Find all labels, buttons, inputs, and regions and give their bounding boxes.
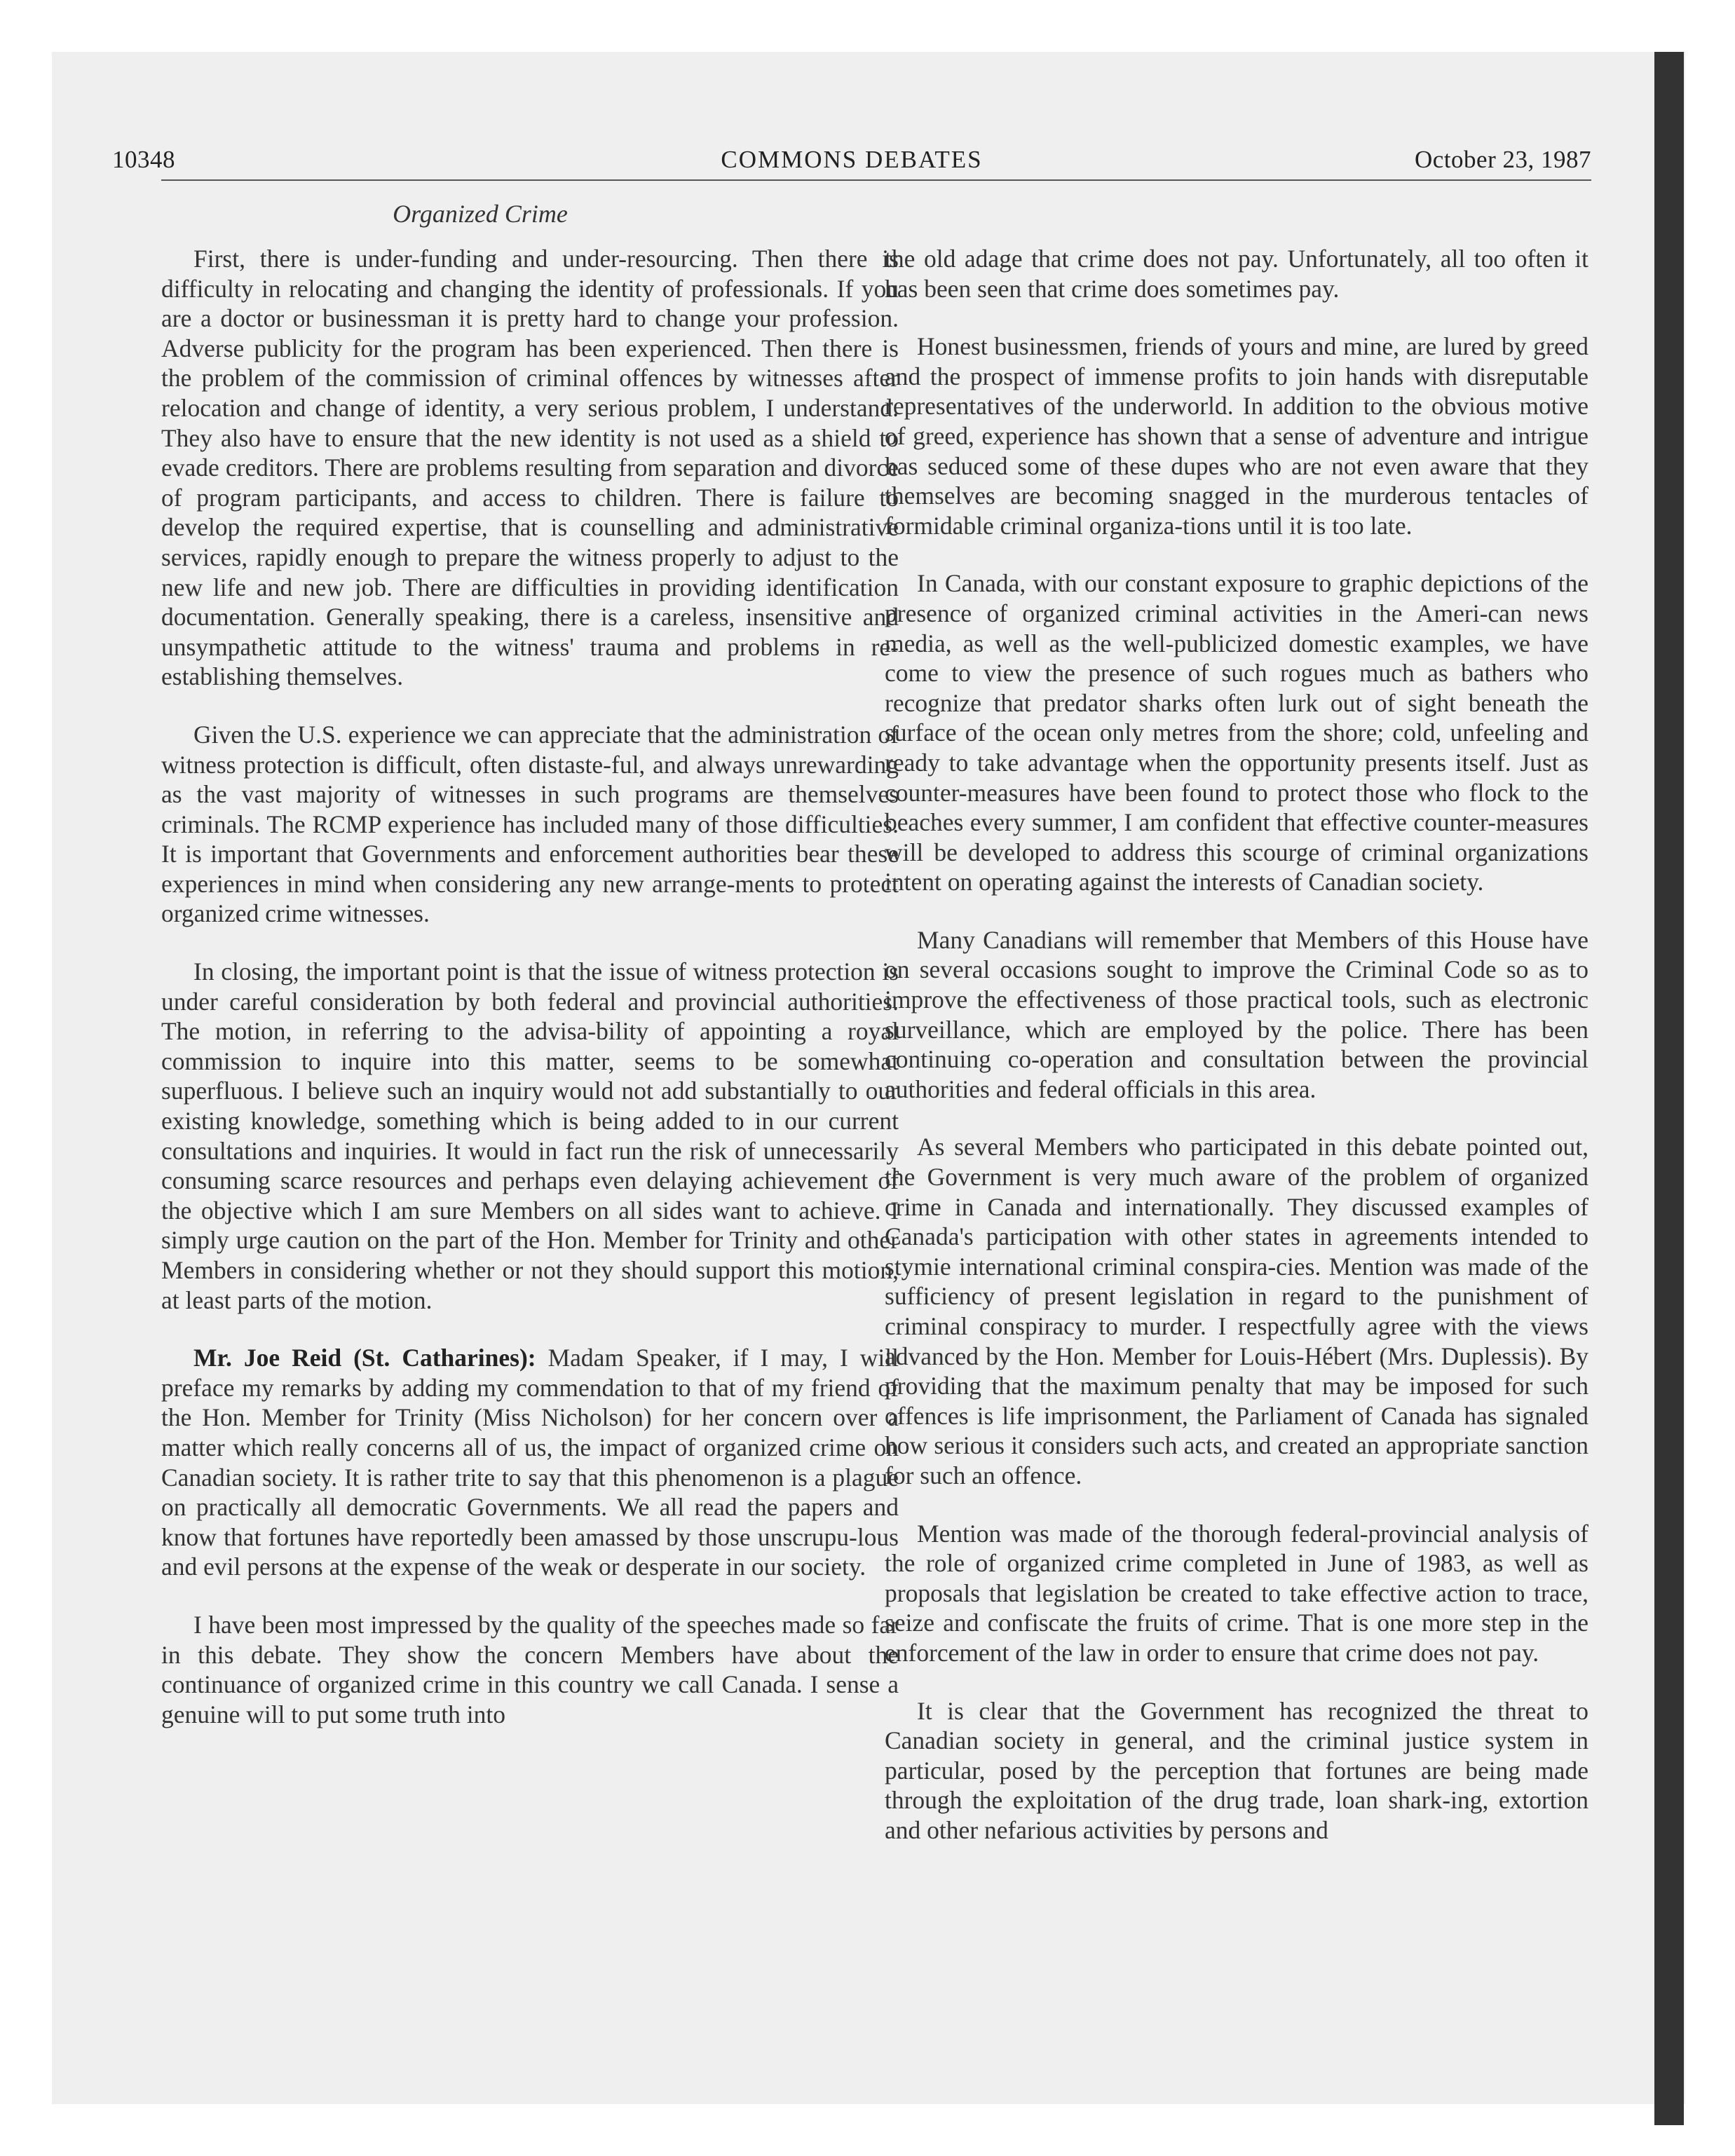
right-column: [885, 244, 1588, 1874]
paragraph: In Canada, with our constant exposure to graphic depictions of the presence of organized criminal activities in the Ameri-can news media, as well as the well-publicized domestic examples, we have come to view the presence of such rogues much as bathers who recognize that predator sharks often lurk out of sight beneath the surface of the ocean only metres from the shore; cold, unfeeling and ready to take advantage when the opportunity presents itself. Just as counter-measures have been found to protect those who flock to the beaches every summer, I am confident that effective counter-measures will be developed to address this scourge of criminal organizations intent on operating against the interests of Canadian society.: [885, 569, 1588, 896]
publication-date: October 23, 1987: [1415, 146, 1591, 173]
paragraph-continued: the old adage that crime does not pay. Unfortunately, all too often it has been seen that crime does sometimes pay.: [885, 245, 1588, 303]
paragraph: Honest businessmen, friends of yours and mine, are lured by greed and the prospect of immense profits to join hands with disreputable representatives of the underworld. In addition to the obvious motive of greed, experience has shown that a sense of adventure and intrigue has seduced some of these dupes who are not even aware that they themselves are becoming snagged in the murderous tentacles of formidable criminal organiza-tions until it is too late.: [885, 332, 1588, 540]
paragraph: It is clear that the Government has recognized the threat to Canadian society in general, and the criminal justice system in particular, posed by the perception that fortunes are being made through the exploitation of the drug trade, loan shark-ing, extortion and other nefarious activities by persons and: [885, 1696, 1588, 1844]
paragraph: Given the U.S. experience we can appreciate that the administration of witness protection is difficult, often distaste-ful, and always unrewarding as the vast majority of witnesses in such programs are themselves criminals. The RCMP experience has included many of those difficulties. It is important that Governments and enforcement authorities bear these experiences in mind when considering any new arrange-ments to protect organized crime witnesses.: [161, 720, 899, 928]
speaker-paragraph: [161, 1343, 899, 1582]
speech-text: Madam Speaker, if I may, I will preface my remarks by adding my commendation to that of my friend of the Hon. Member for Trinity (Miss Nicholson) for her concern over a matter which really concerns all of us, the impact of organized crime on Canadian society. It is rather trite to say that this phenomenon is a plague on practically all democratic Governments. We all read the papers and know that fortunes have reportedly been amassed by those unscrupu-lous and evil persons at the expense of the weak or desperate in our society.: [161, 1344, 899, 1581]
header-rule: [161, 179, 1591, 181]
paragraph: Many Canadians will remember that Members of this House have on several occasions sought to improve the Criminal Code so as to improve the effectiveness of those practical tools, such as electronic surveillance, which are employed by the police. There has been continuing co-operation and consultation between the provincial authorities and federal officials in this area.: [885, 925, 1588, 1103]
speaker-name: Mr. Joe Reid (St. Catharines):: [193, 1344, 536, 1372]
scan-edge-bar: [1654, 52, 1684, 2125]
section-title: Organized Crime: [393, 200, 568, 228]
page-number: 10348: [112, 146, 175, 173]
paragraph: First, there is under-funding and under-resourcing. Then there is difficulty in relocating and changing the identity of professionals. If you are a doctor or businessman it is pretty hard to change your profession. Adverse publicity for the program has been experienced. Then there is the problem of the commission of criminal offences by witnesses after relocation and change of identity, a very serious problem, I understand. They also have to ensure that the new identity is not used as a shield to evade creditors. There are problems resulting from separation and divorce of program participants, and access to children. There is failure to develop the required expertise, that is counselling and administrative services, rapidly enough to prepare the witness properly to adjust to the new life and new job. There are difficulties in providing identification documentation. Generally speaking, there is a careless, insensitive and unsympathetic attitude to the witness' trauma and problems in re-establishing themselves.: [161, 245, 899, 691]
paragraph: Mention was made of the thorough federal-provincial analysis of the role of organized crime completed in June of 1983, as well as proposals that legislation be created to take effective action to trace, seize and confiscate the fruits of crime. That is one more step in the enforcement of the law in order to ensure that crime does not pay.: [885, 1519, 1588, 1667]
publication-title: COMMONS DEBATES: [721, 146, 983, 173]
paragraph: In closing, the important point is that the issue of witness protection is under careful consideration by both federal and provincial authorities. The motion, in referring to the advisa-bility of appointing a royal commission to inquire into this matter, seems to be somewhat superfluous. I believe such an inquiry would not add substantially to our existing knowledge, something which is being added to in our current consultations and inquiries. It would in fact run the risk of unnecessarily consuming scarce resources and perhaps even delaying achievement of the objective which I am sure Members on all sides want to achieve. I simply urge caution on the part of the Hon. Member for Trinity and other Members in considering whether or not they should support this motion, at least parts of the motion.: [161, 957, 899, 1314]
page-header: [112, 146, 1591, 179]
paragraph: I have been most impressed by the quality of the speeches made so far in this debate. They show the concern Members have about the continuance of organized crime in this country we call Canada. I sense a genuine will to put some truth into: [161, 1610, 899, 1728]
paragraph: As several Members who participated in this debate pointed out, the Government is very much aware of the problem of organized crime in Canada and internationally. They discussed examples of Canada's participation with other states in agreements intended to stymie international criminal conspira-cies. Mention was made of the sufficiency of present legislation in regard to the punishment of criminal conspiracy to murder. I respectfully agree with the views advanced by the Hon. Member for Louis-Hébert (Mrs. Duplessis). By providing that the maximum penalty that may be imposed for such offences is life imprisonment, the Parliament of Canada has signaled how serious it considers such acts, and created an appropriate sanction for such an offence.: [885, 1133, 1588, 1489]
left-column: [161, 244, 899, 1757]
